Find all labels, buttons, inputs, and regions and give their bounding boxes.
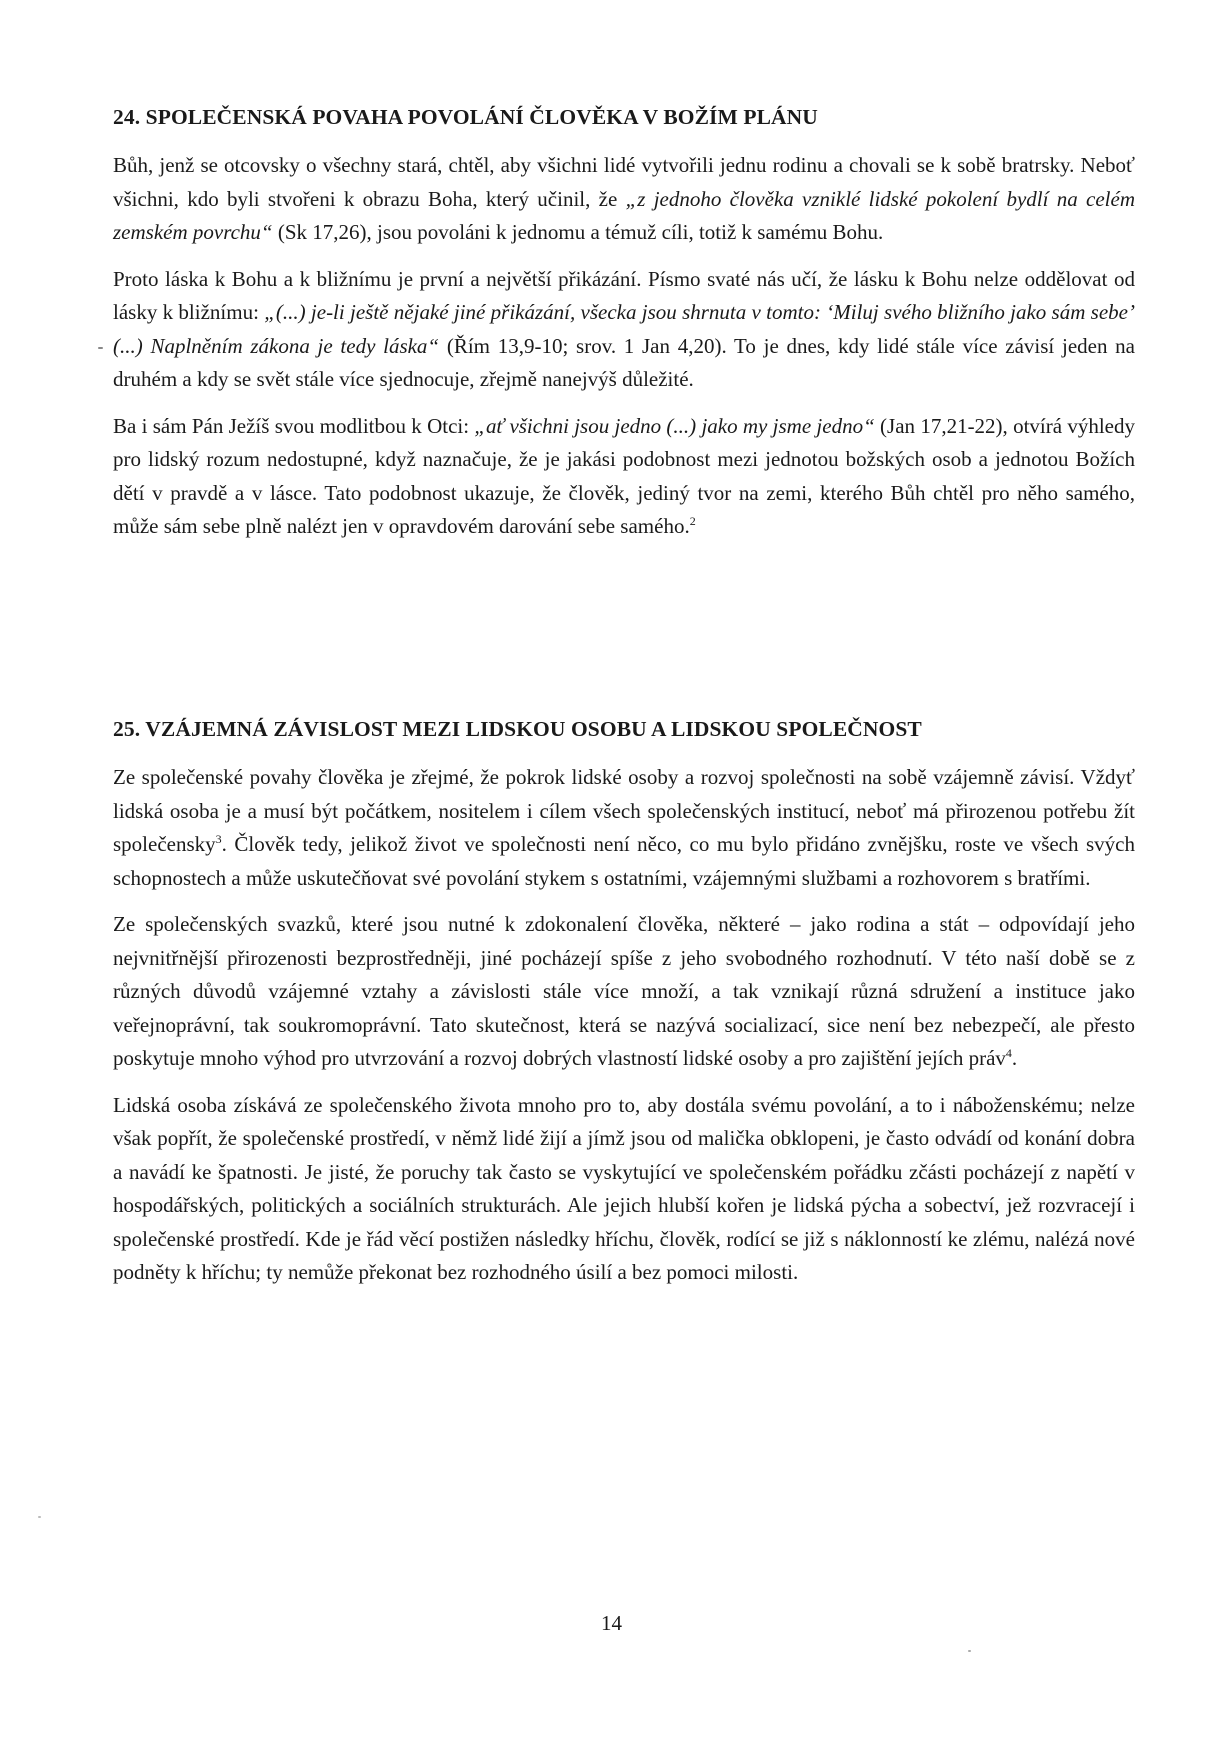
page-number: 14 xyxy=(601,1611,622,1635)
scan-speck xyxy=(38,1516,41,1518)
section-24 xyxy=(113,103,1135,557)
quotation: „(...) je-li ještě nějaké jiné přikázání, všecka jsou shrnuta v tomto: ‘Miluj svého bližního jako sám sebe’ (...) Naplněním zákona je tedy láska“ xyxy=(113,300,1135,358)
paragraph-text: Ze společenských svazků, které jsou nutné k zdokonalení člověka, některé – jako rodina a stát – odpovídají jeho nejvnitřnější přirozenosti bezprostředněji, jiné pocházejí spíše z jeho svobodného rozhodnutí. V této naší době se z různých důvodů vzájemné vztahy a závislosti stále více množí, a tak vznikají různá sdružení a instituce jako veřejnoprávní, tak soukromoprávní. Tato skutečnost, která se nazývá socializací, sice není bez nebezpečí, ale přesto poskytuje mnoho výhod pro utvrzování a rozvoj dobrých vlastností lidské osoby a pro zajištění jejích práv xyxy=(113,912,1135,1070)
section-heading: 24. SPOLEČENSKÁ POVAHA POVOLÁNÍ ČLOVĚKA V BOŽÍM PLÁNU xyxy=(113,105,818,129)
scan-speck xyxy=(98,347,103,349)
section-25 xyxy=(113,715,1135,1303)
paragraph xyxy=(113,149,1135,250)
paragraph xyxy=(113,410,1135,544)
paragraph xyxy=(113,908,1135,1076)
footnote-marker: 3 xyxy=(215,832,222,846)
paragraph-text: (Řím 13,9-10; srov. 1 Jan 4,20). To je dnes, kdy lidé stále více závisí jeden na druhém a kdy se svět stále více sjednocuje, zřejmě nanejvýš důležité. xyxy=(113,333,1135,391)
paragraph-text: Ba i sám Pán Ježíš svou modlitbou k Otci: xyxy=(113,413,475,438)
paragraph-text: Ze společenské povahy člověka je zřejmé, že pokrok lidské osoby a rozvoj společnosti na sobě vzájemně závisí. Vždyť lidská osoba je a musí být počátkem, nositelem i cílem všech společenských institucí, neboť má přirozenou potřebu žít společensky xyxy=(113,765,1135,856)
section-heading: 25. VZÁJEMNÁ ZÁVISLOST MEZI LIDSKOU OSOBU A LIDSKOU SPOLEČNOST xyxy=(113,717,922,741)
footnote-marker: 4 xyxy=(1005,1046,1012,1060)
quotation: „ať všichni jsou jedno (...) jako my jsme jedno“ xyxy=(474,413,875,438)
paragraph-text: (Jan 17,21-22), otvírá výhledy pro lidský rozum nedostupné, když naznačuje, že je jakási podobnost mezi jednotou božských osob a jednotou Božích dětí v pravdě a v lásce. Tato podobnost ukazuje, že člověk, jediný tvor na zemi, kterého Bůh chtěl pro něho samého, může sám sebe plně nalézt jen v opravdovém darování sebe samého. xyxy=(113,413,1135,538)
paragraph xyxy=(113,263,1135,397)
paragraph xyxy=(113,761,1135,895)
paragraph-text: Bůh, jenž se otcovsky o všechny stará, chtěl, aby všichni lidé vytvořili jednu rodinu a chovali se k sobě bratrsky. Neboť všichni, kdo byli stvořeni k obrazu Boha, který učinil, že xyxy=(113,153,1135,211)
paragraph-text: (Sk 17,26), jsou povoláni k jednomu a témuž cíli, totiž k samému Bohu. xyxy=(272,220,884,244)
quotation: „z jednoho člověka vzniklé lidské pokolení bydlí na celém zemském povrchu“ xyxy=(113,186,1135,244)
scan-speck xyxy=(968,1650,971,1652)
paragraph-text: . Člověk tedy, jelikož život ve společnosti není něco, co mu bylo přidáno zvnějšku, roste ve všech svých schopnostech a může uskutečňovat své povolání stykem s ostatními, vzájemnými službami a rozhovorem s bratřími. xyxy=(113,832,1135,890)
footnote-marker: 2 xyxy=(689,514,696,528)
paragraph-text: . xyxy=(1011,1046,1018,1070)
paragraph-text: Proto láska k Bohu a k bližnímu je první a největší přikázání. Písmo svaté nás učí, že lásku k Bohu nelze oddělovat od lásky k bližnímu: xyxy=(113,266,1135,324)
paragraph: Lidská osoba získává ze společenského života mnoho pro to, aby dostála svému povolání, a to i náboženskému; nelze však popřít, že společenské prostředí, v němž lidé žijí a jímž jsou od malička obklopeni, je často odvádí od konání dobra a navádí ke špatnosti. Je jisté, že poruchy tak často se vyskytující ve společenském pořádku zčásti pocházejí z napětí v hospodářských, politických a sociálních strukturách. Ale jejich hlubší kořen je lidská pýcha a sobectví, jež rozvracejí i společenské prostředí. Kde je řád věcí postižen následky hříchu, člověk, rodící se již s náklonností ke zlému, nalézá nové podněty k hříchu; ty nemůže překonat bez rozhodného úsilí a bez pomoci milosti. xyxy=(113,1092,1135,1284)
